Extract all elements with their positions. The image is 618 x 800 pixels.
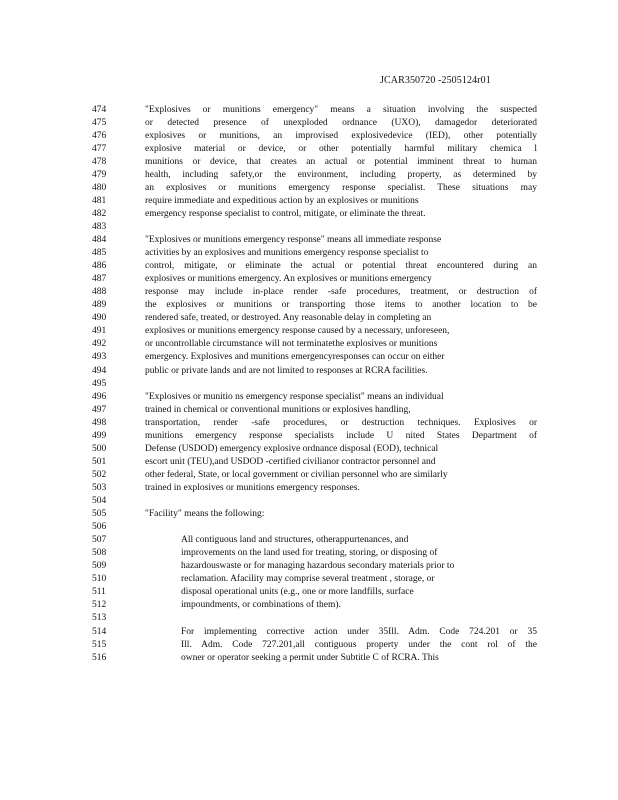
line-text: explosives or munitions emergency. An explosives or munitions emergency: [145, 274, 432, 285]
document-line: [0, 260, 618, 273]
line-number: 507: [92, 535, 107, 546]
document-line: [0, 469, 618, 482]
line-number: 514: [92, 626, 107, 637]
document-line: [0, 130, 618, 143]
line-number: 491: [92, 326, 107, 337]
line-number: 485: [92, 248, 107, 259]
document-line: [0, 521, 618, 534]
document-line: [0, 626, 618, 639]
line-text: the explosives or munitions or transporting those items to another location to be: [145, 300, 537, 311]
document-line: [0, 508, 618, 521]
document-line: [0, 443, 618, 456]
line-number: 480: [92, 182, 107, 193]
line-number: 486: [92, 261, 107, 272]
document-line: [0, 299, 618, 312]
document-line: [0, 156, 618, 169]
line-text: reclamation. Afacility may comprise several treatment , storage, or: [181, 574, 435, 585]
line-text: trained in explosives or munitions emergency responses.: [145, 482, 360, 493]
document-line: [0, 182, 618, 195]
line-text: an explosives or munitions emergency response specialist. These situations may: [145, 182, 537, 193]
document-line: [0, 117, 618, 130]
document-line: [0, 586, 618, 599]
line-number: 498: [92, 417, 107, 428]
line-number: 488: [92, 287, 107, 298]
line-number: 515: [92, 639, 107, 650]
line-text: "Facility" means the following:: [145, 509, 265, 520]
line-text: hazardouswaste or for managing hazardous secondary materials prior to: [181, 561, 455, 572]
document-line: [0, 338, 618, 351]
line-text: disposal operational units (e.g., one or more landfills, surface: [181, 587, 414, 598]
line-text: Defense (USDOD) emergency explosive ordnance disposal (EOD), technical: [145, 443, 439, 454]
line-number: 484: [92, 235, 107, 245]
line-number: 505: [92, 509, 107, 520]
line-text: improvements on the land used for treating, storing, or disposing of: [181, 548, 438, 559]
document-line: [0, 639, 618, 652]
document-line: [0, 195, 618, 208]
document-line: [0, 208, 618, 221]
line-number: 477: [92, 143, 107, 154]
line-number: 499: [92, 430, 107, 441]
line-number: 495: [92, 378, 107, 389]
line-text: control, mitigate, or eliminate the actual or potential threat encountered during an: [145, 261, 537, 272]
line-text: explosive material or device, or other potentially harmful military chemica l: [145, 143, 537, 154]
line-number: 513: [92, 613, 107, 624]
document-line: [0, 325, 618, 338]
document-line: [0, 547, 618, 560]
line-number: 478: [92, 156, 107, 167]
document-line: [0, 273, 618, 286]
line-number: 481: [92, 195, 107, 206]
line-text: For implementing corrective action under 35Ill. Adm. Code 724.201 or 35: [181, 626, 537, 637]
line-text: munitions emergency response specialists include U nited States Department of: [145, 430, 537, 441]
line-text: public or private lands and are not limited to responses at RCRA facilities.: [145, 365, 428, 376]
line-number: 516: [92, 652, 107, 663]
line-number: 493: [92, 352, 107, 363]
line-text: emergency response specialist to control, mitigate, or eliminate the threat.: [145, 208, 426, 219]
document-line: [0, 312, 618, 325]
line-number: 482: [92, 208, 107, 219]
line-number: 506: [92, 522, 107, 533]
document-line: [0, 560, 618, 573]
line-text: other federal, State, or local government or civilian personnel who are similarly: [145, 469, 448, 480]
line-text: health, including safety,or the environment, including property, as determined by: [145, 169, 537, 180]
document-id-header: JCAR350720 -2505124r01: [380, 75, 491, 86]
document-line: [0, 534, 618, 547]
document-line: [0, 351, 618, 364]
document-line: [0, 143, 618, 156]
line-text: All contiguous land and structures, otherappurtenances, and: [181, 535, 409, 546]
line-text: "Explosives or munitio ns emergency response specialist" means an individual: [145, 391, 444, 402]
line-number: 500: [92, 443, 107, 454]
line-number: 512: [92, 600, 107, 611]
line-text: require immediate and expeditious action by an explosives or munitions: [145, 195, 419, 206]
document-line: [0, 404, 618, 417]
document-line: [0, 221, 618, 234]
line-number: 475: [92, 117, 107, 128]
line-number: 508: [92, 548, 107, 559]
document-line: [0, 247, 618, 260]
line-number: 502: [92, 469, 107, 480]
document-line: [0, 430, 618, 443]
line-text: Ill. Adm. Code 727.201,all contiguous property under the cont rol of the: [181, 639, 537, 650]
line-text: "Explosives or munitions emergency response" means all immediate response: [145, 235, 442, 245]
line-text: trained in chemical or conventional munitions or explosives handling,: [145, 404, 411, 415]
document-line: [0, 652, 618, 665]
line-number: 497: [92, 404, 107, 415]
line-number: 474: [92, 104, 107, 115]
line-number: 492: [92, 339, 107, 350]
document-line: [0, 495, 618, 508]
line-number: 479: [92, 169, 107, 180]
document-line: [0, 234, 618, 247]
line-text: explosives or munitions emergency response caused by a necessary, unforeseen,: [145, 326, 450, 337]
line-number: 496: [92, 391, 107, 402]
line-text: response may include in-place render -safe procedures, treatment, or destruction of: [145, 287, 537, 298]
document-line: [0, 104, 618, 117]
document-line: [0, 612, 618, 625]
document-line: [0, 365, 618, 378]
line-number: 483: [92, 221, 107, 232]
document-line: [0, 391, 618, 404]
line-text: transportation, render -safe procedures, or destruction techniques. Explosives or: [145, 417, 537, 428]
document-line: [0, 286, 618, 299]
line-number: 511: [92, 587, 106, 598]
document-line: [0, 378, 618, 391]
document-line: [0, 599, 618, 612]
document-line: [0, 482, 618, 495]
line-text: munitions or device, that creates an actual or potential imminent threat to human: [145, 156, 537, 167]
document-line: [0, 417, 618, 430]
line-number: 501: [92, 456, 107, 467]
line-text: owner or operator seeking a permit under Subtitle C of RCRA. This: [181, 652, 439, 663]
document-line: [0, 456, 618, 469]
line-number: 509: [92, 561, 107, 572]
line-text: or uncontrollable circumstance will not terminatethe explosives or munitions: [145, 339, 438, 350]
line-text: emergency. Explosives and munitions emergencyresponses can occur on either: [145, 352, 445, 363]
line-number: 504: [92, 496, 107, 506]
line-number: 489: [92, 300, 107, 311]
line-number: 487: [92, 274, 107, 285]
line-number: 490: [92, 313, 107, 324]
line-text: impoundments, or combinations of them).: [181, 600, 341, 611]
line-number: 503: [92, 482, 107, 493]
line-text: "Explosives or munitions emergency" means a situation involving the suspected: [145, 104, 537, 115]
line-text: explosives or munitions, an improvised explosivedevice (IED), other potentially: [145, 130, 537, 141]
line-number: 510: [92, 574, 107, 585]
line-text: rendered safe, treated, or destroyed. Any reasonable delay in completing an: [145, 313, 432, 324]
document-line: [0, 169, 618, 182]
document-line: [0, 573, 618, 586]
line-number: 476: [92, 130, 107, 141]
line-number: 494: [92, 365, 107, 376]
line-text: or detected presence of unexploded ordnance (UXO), damagedor deteriorated: [145, 117, 537, 128]
line-text: escort unit (TEU),and USDOD -certified civilianor contractor personnel and: [145, 456, 436, 467]
line-text: activities by an explosives and munitions emergency response specialist to: [145, 248, 429, 259]
